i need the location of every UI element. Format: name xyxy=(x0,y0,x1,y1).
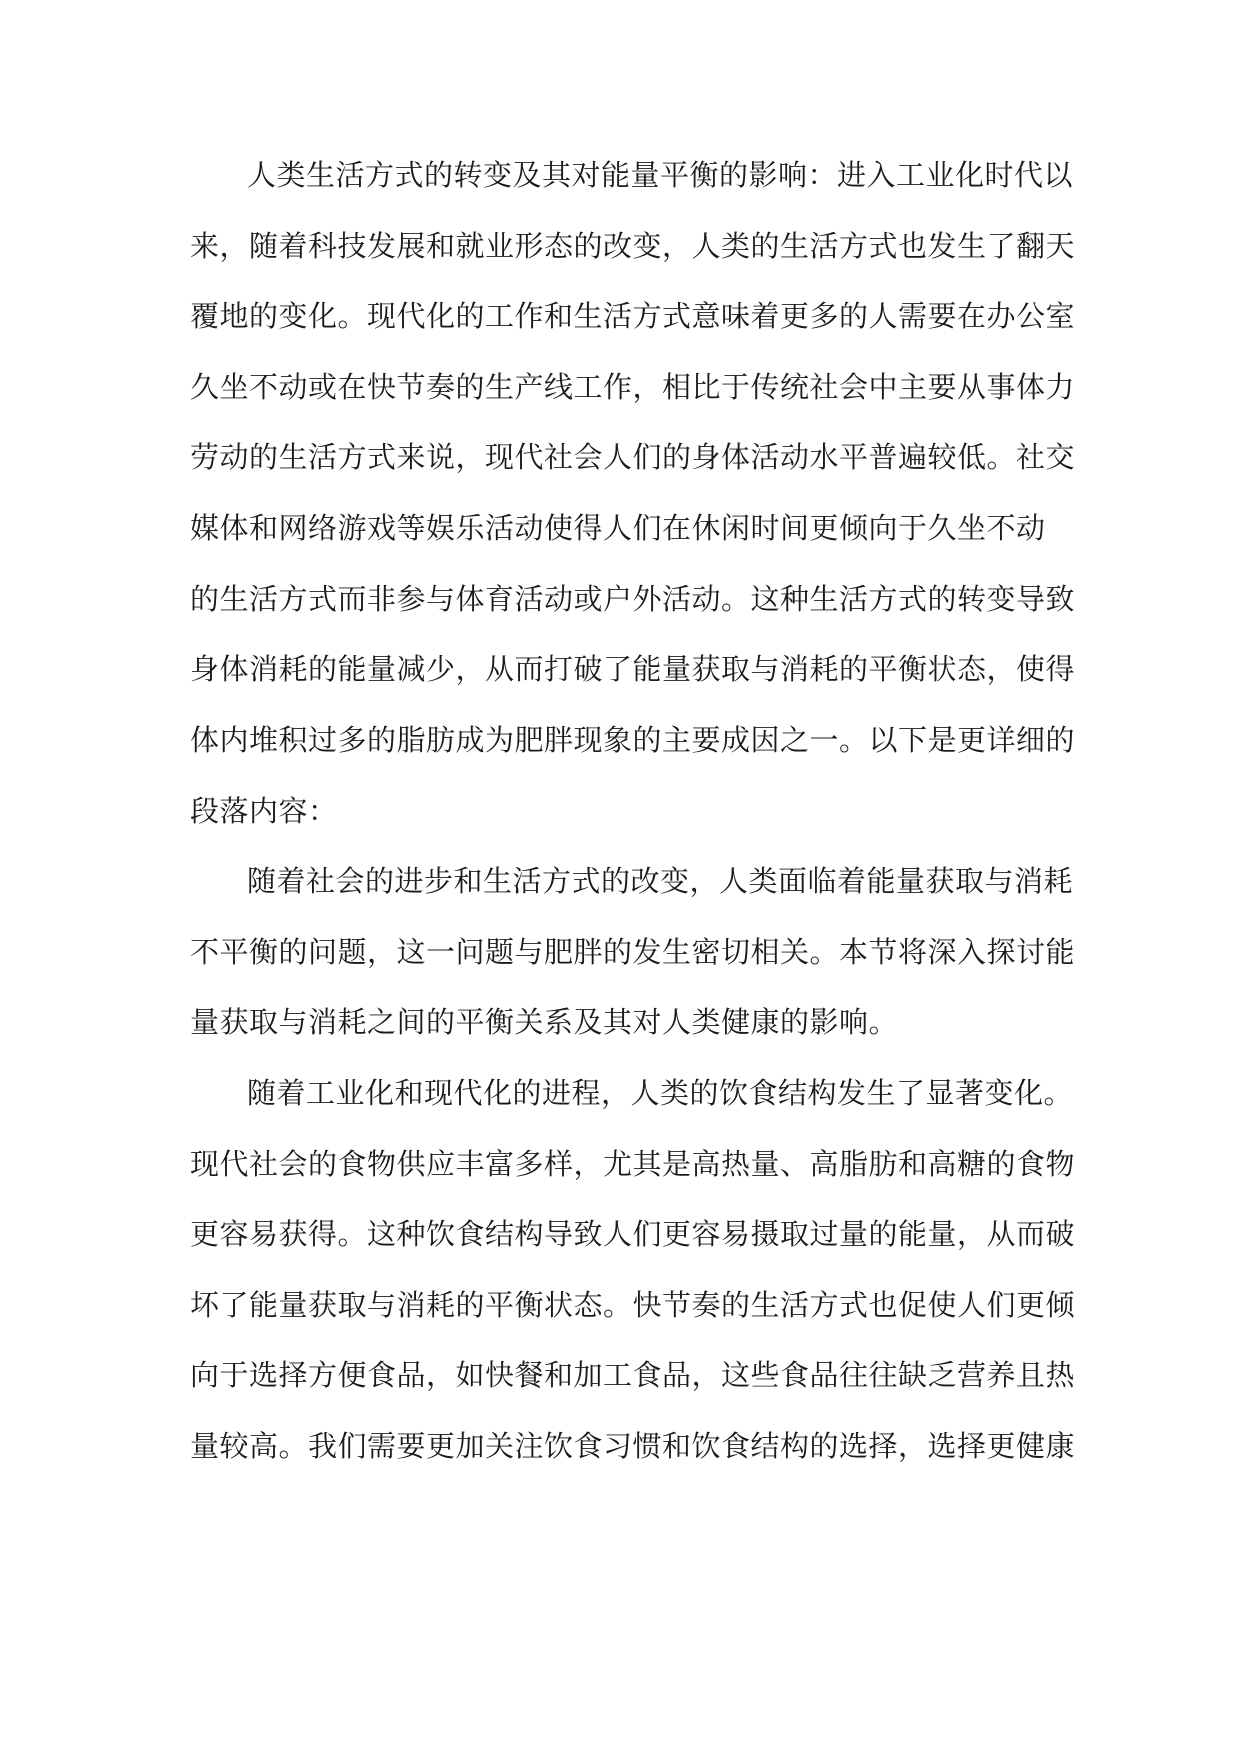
paragraph-3-line-2: 现代社会的食物供应丰富多样，尤其是高热量、高脂肪和高糖的食物 xyxy=(190,1147,1076,1181)
paragraph-1-line-10: 段落内容： xyxy=(190,794,338,828)
paragraph-1-line-5: 劳动的生活方式来说，现代社会人们的身体活动水平普遍较低。社交 xyxy=(190,440,1076,474)
paragraph-1-line-2: 来，随着科技发展和就业形态的改变，人类的生活方式也发生了翻天 xyxy=(190,229,1076,263)
paragraph-1-line-6: 媒体和网络游戏等娱乐活动使得人们在休闲时间更倾向于久坐不动 xyxy=(190,511,1046,545)
paragraph-1-line-1: 人类生活方式的转变及其对能量平衡的影响：进入工业化时代以 xyxy=(247,158,1074,192)
paragraph-3-line-6: 量较高。我们需要更加关注饮食习惯和饮食结构的选择，选择更健康 xyxy=(190,1429,1076,1463)
paragraph-3-line-1: 随着工业化和现代化的进程，人类的饮食结构发生了显著变化。 xyxy=(247,1076,1074,1110)
paragraph-3-line-3: 更容易获得。这种饮食结构导致人们更容易摄取过量的能量，从而破 xyxy=(190,1217,1076,1251)
paragraph-3-line-5: 向于选择方便食品，如快餐和加工食品，这些食品往往缺乏营养且热 xyxy=(190,1358,1076,1392)
paragraph-1-line-3: 覆地的变化。现代化的工作和生活方式意味着更多的人需要在办公室 xyxy=(190,299,1076,333)
paragraph-1-line-7: 的生活方式而非参与体育活动或户外活动。这种生活方式的转变导致 xyxy=(190,582,1076,616)
paragraph-1-line-8: 身体消耗的能量减少，从而打破了能量获取与消耗的平衡状态，使得 xyxy=(190,652,1076,686)
paragraph-2-line-1: 随着社会的进步和生活方式的改变，人类面临着能量获取与消耗 xyxy=(247,864,1074,898)
paragraph-2-line-3: 量获取与消耗之间的平衡关系及其对人类健康的影响。 xyxy=(190,1005,899,1039)
paragraph-3-line-4: 坏了能量获取与消耗的平衡状态。快节奏的生活方式也促使人们更倾 xyxy=(190,1288,1076,1322)
paragraph-1-line-9: 体内堆积过多的脂肪成为肥胖现象的主要成因之一。以下是更详细的 xyxy=(190,723,1076,757)
paragraph-1-line-4: 久坐不动或在快节奏的生产线工作，相比于传统社会中主要从事体力 xyxy=(190,370,1076,404)
paragraph-2-line-2: 不平衡的问题，这一问题与肥胖的发生密切相关。本节将深入探讨能 xyxy=(190,935,1076,969)
